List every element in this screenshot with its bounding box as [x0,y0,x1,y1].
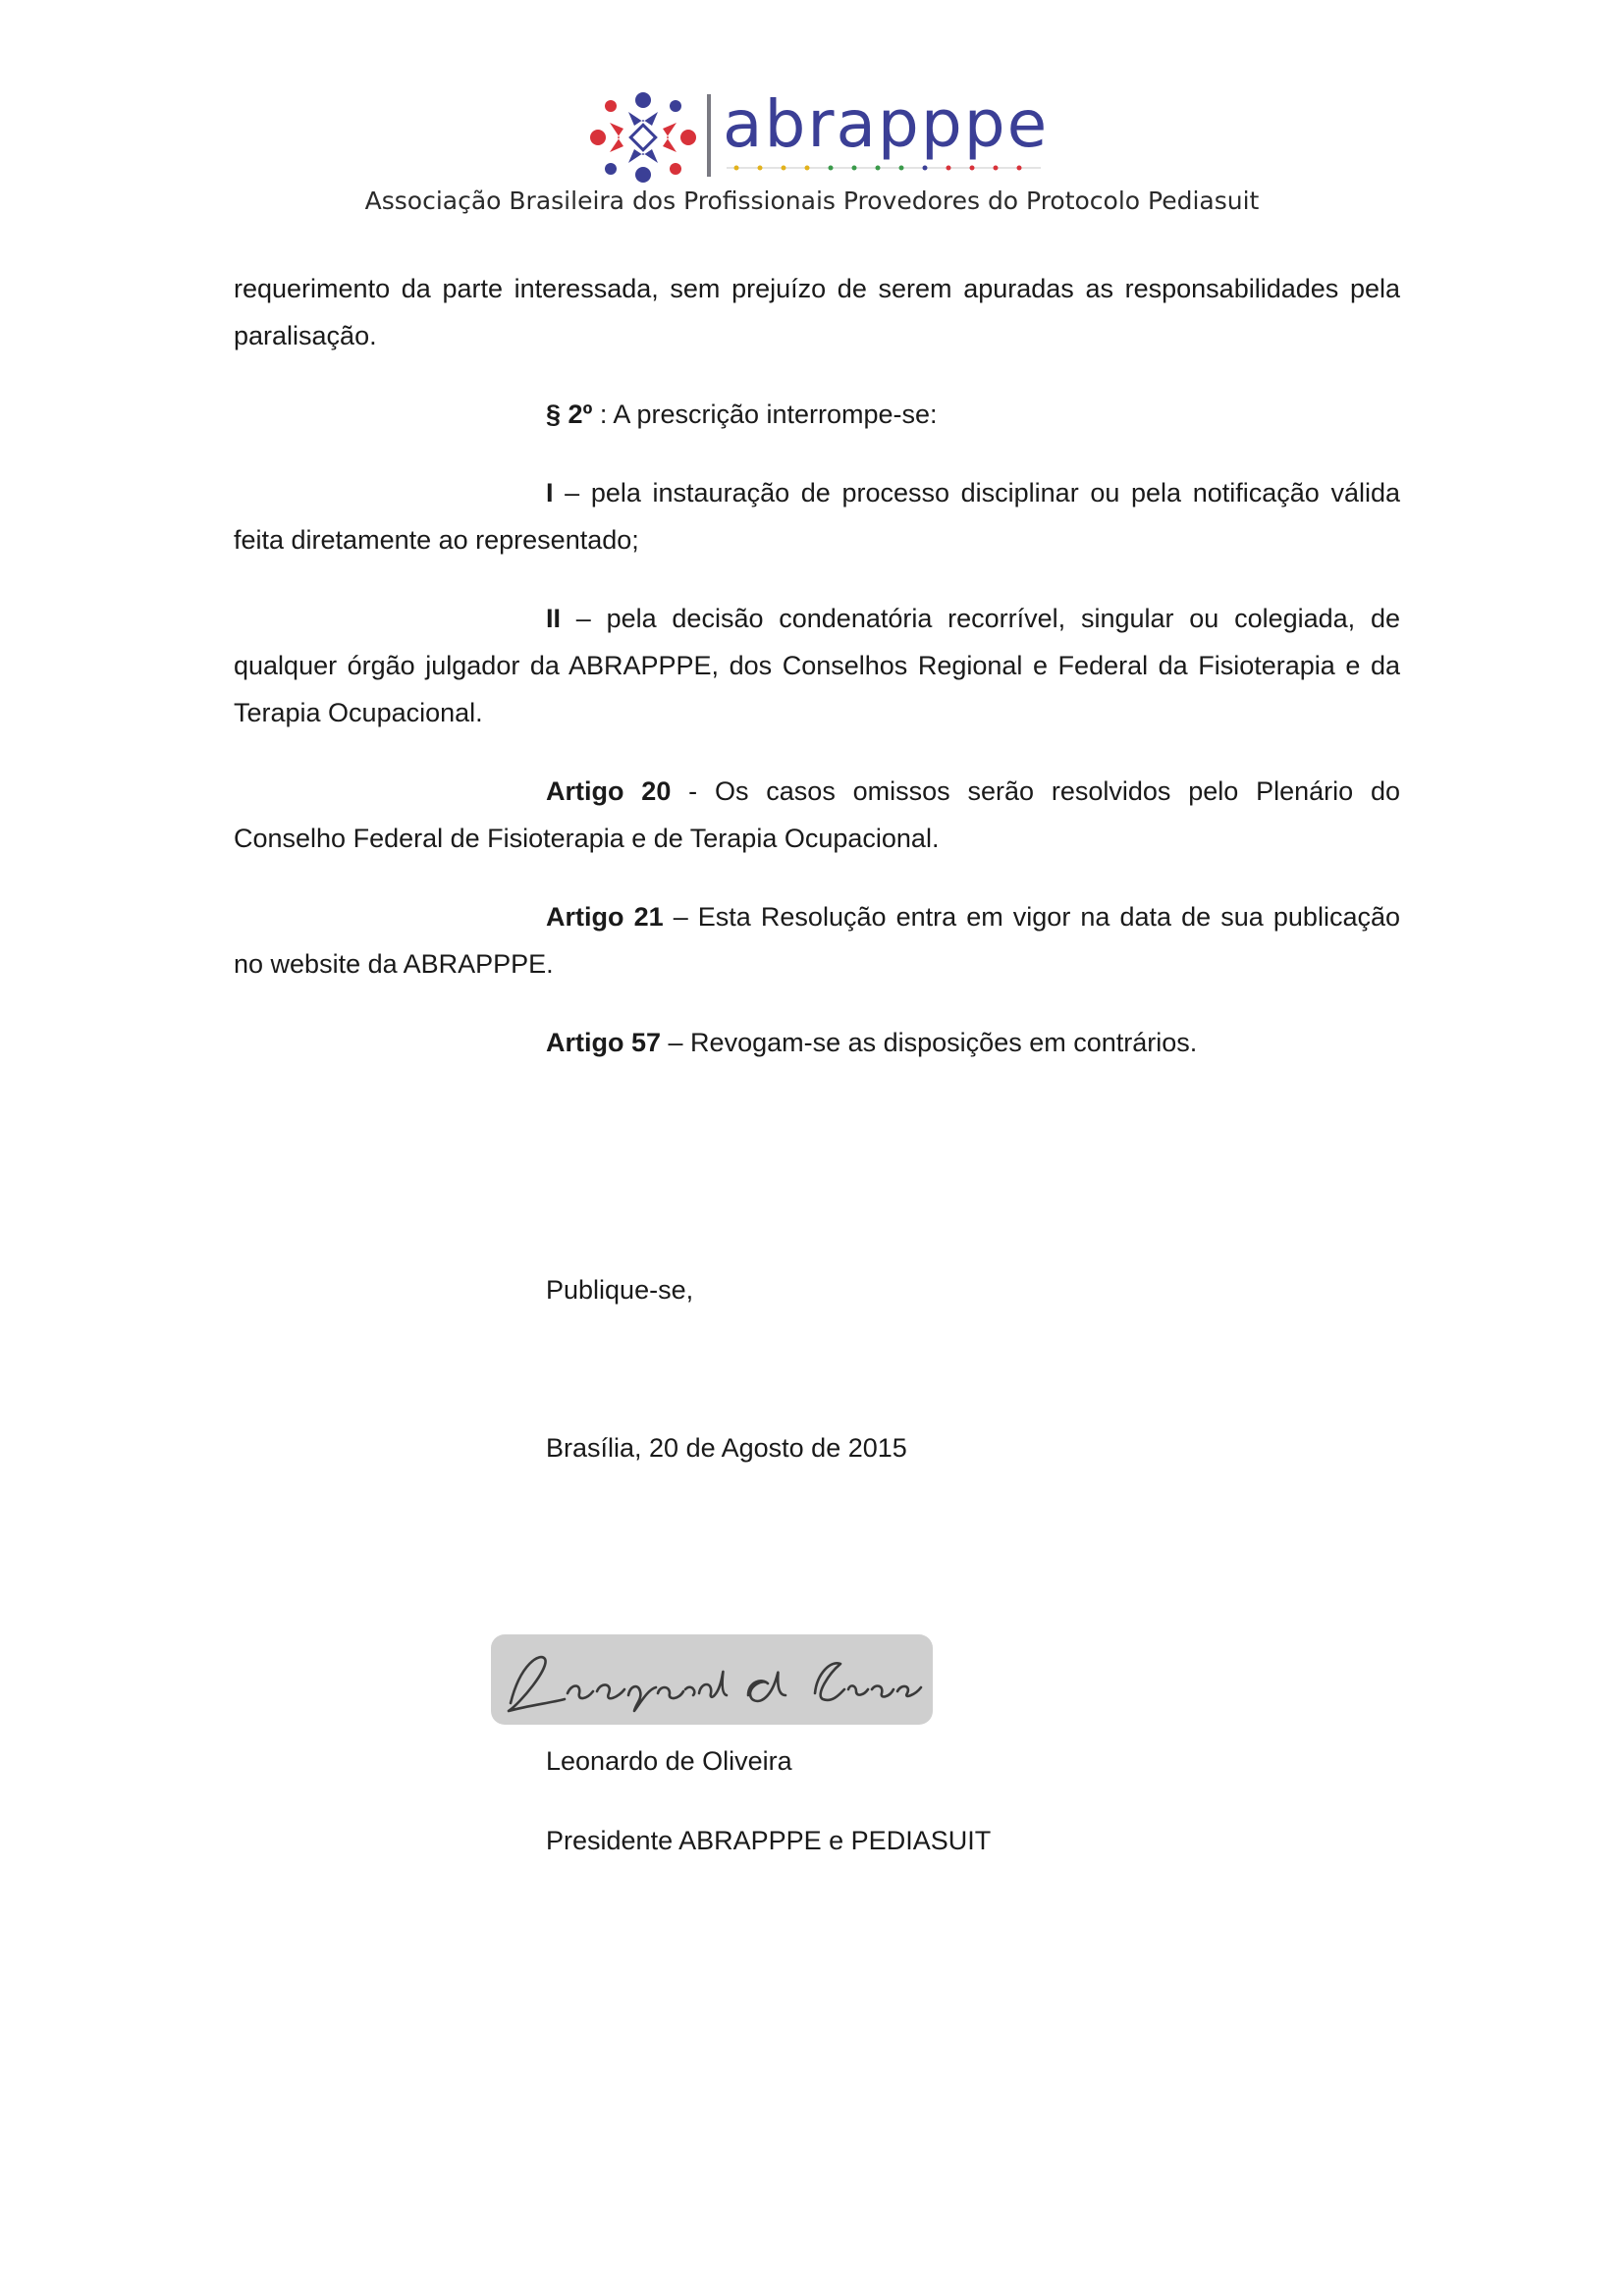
paragraph-text: – pela instauração de processo disciplinar ou pela notificação válida feita diretamente ao representado; [234,478,1400,555]
paragraph-text: requerimento da parte interessada, sem prejuízo de serem apuradas as responsabilidades pela paralisação. [234,274,1400,350]
item-label: I [546,478,554,507]
paragraph-article-21 [234,893,1400,988]
abrapppe-logo [589,86,1051,185]
article-label: Artigo 21 [546,902,664,932]
paragraph-text: – Esta Resolução entra em vigor na data de sua publicação no website da ABRAPPPE. [234,902,1400,979]
paragraph-article-20 [234,768,1400,862]
brand-name: abrapppe [723,86,1050,162]
letterhead [0,86,1624,234]
letterhead-tagline: Associação Brasileira dos Profissionais Provedores do Protocolo Pediasuit [364,187,1260,215]
handwritten-signature [491,1634,933,1725]
paragraph-text: - Os casos omissos serão resolvidos pelo Plenário do Conselho Federal de Fisioterapia e de Terapia Ocupacional. [234,776,1400,853]
paragraph-section-2 [234,391,1400,438]
signature-scribble-icon [491,1634,933,1725]
paragraph-item-2 [234,595,1400,736]
paragraph-item-1 [234,469,1400,563]
signer-title: Presidente ABRAPPPE e PEDIASUIT [546,1826,992,1855]
signer-name: Leonardo de Oliveira [546,1746,792,1776]
place-date: Brasília, 20 de Agosto de 2015 [546,1433,907,1463]
color-dots-decoration-icon [727,165,1041,171]
paragraph-text: – Revogam-se as disposições em contrários. [661,1028,1198,1057]
paragraph-text: – pela decisão condenatória recorrível, singular ou colegiada, de qualquer órgão julgador da ABRAPPPE, dos Conselhos Regional e Federal da Fisioterapia e da Terapia Ocupacional. [234,604,1400,727]
article-label: Artigo 57 [546,1028,662,1057]
people-circle-logo-icon [589,90,697,185]
publish-line: Publique-se, [546,1275,694,1305]
logo-divider [707,94,711,177]
paragraph-continuation [234,265,1400,359]
item-label: II [546,604,562,633]
paragraph-text: : A prescrição interrompe-se: [592,400,938,429]
document-body [234,265,1400,1097]
section-label: § 2º [546,400,593,429]
paragraph-article-57 [234,1019,1400,1066]
article-label: Artigo 20 [546,776,672,806]
